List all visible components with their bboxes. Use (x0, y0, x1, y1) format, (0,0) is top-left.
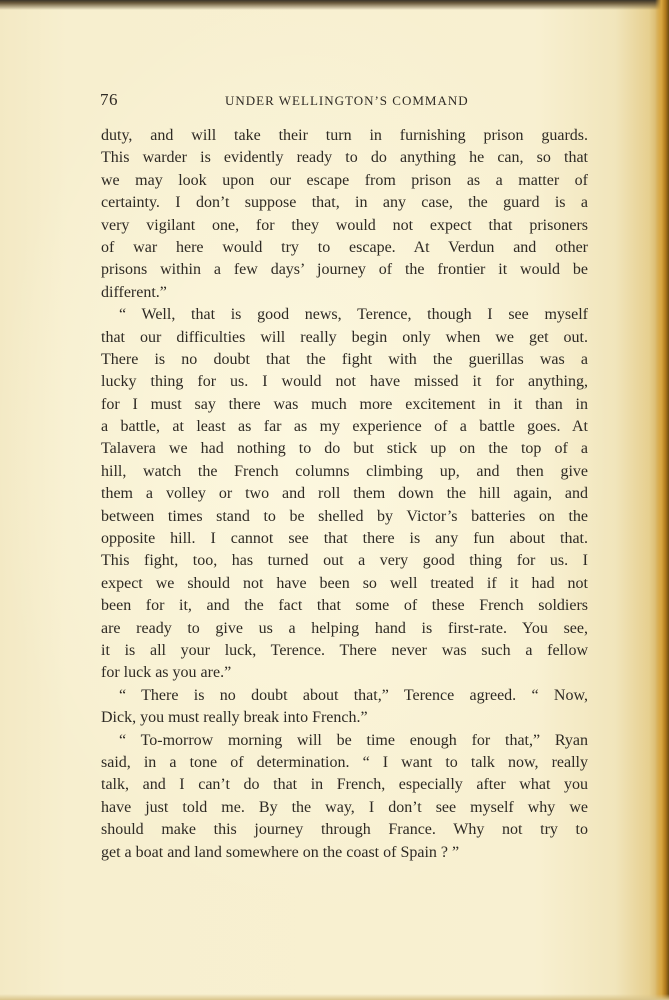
text-line: prisons within a few days’ journey of the frontier it would be (101, 261, 588, 279)
text-line: This warder is evidently ready to do anything he can, so that (101, 149, 588, 167)
text-line: talk, and I can’t do that in French, especially after what you (101, 776, 588, 794)
text-line: of war here would try to escape. At Verdun and other (101, 238, 588, 256)
page-bottom-edge (0, 994, 669, 1000)
text-line: it is all your luck, Terence. There never was such a fellow (101, 641, 588, 659)
text-line: opposite hill. I cannot see that there is any fun about that. (101, 530, 588, 548)
text-line: them a volley or two and roll them down the hill again, and (101, 485, 588, 503)
page-header (100, 90, 590, 114)
text-line: a battle, at least as far as my experience of a battle goes. At (101, 418, 588, 436)
text-line: Talavera we had nothing to do but stick up on the top of a (101, 440, 588, 458)
text-line: for I must say there was much more excitement in it than in (101, 395, 588, 413)
text-line: are ready to give us a helping hand is first-rate. You see, (101, 619, 588, 637)
text-line: have just told me. By the way, I don’t see myself why we (101, 798, 588, 816)
text-line: “ To-morrow morning will be time enough for that,” Ryan (119, 731, 588, 749)
text-line: Dick, you must really break into French.” (101, 709, 368, 727)
text-line: expect we should not have been so well treated if it had not (101, 574, 588, 592)
text-line: that our difficulties will really begin only when we get out. (101, 328, 588, 346)
text-line: “ There is no doubt about that,” Terence agreed. “ Now, (119, 686, 588, 704)
text-line: “ Well, that is good news, Terence, though I see myself (119, 306, 588, 324)
text-line: been for it, and the fact that some of these French soldiers (101, 597, 588, 615)
text-line: for luck as you are.” (101, 664, 232, 682)
page-top-shadow (0, 0, 669, 10)
text-line: duty, and will take their turn in furnishing prison guards. (101, 127, 588, 144)
text-line: lucky thing for us. I would not have missed it for anything, (101, 373, 588, 391)
text-line: between times stand to be shelled by Victor’s batteries on the (101, 507, 588, 525)
text-line: There is no doubt that the fight with the guerillas was a (101, 350, 588, 368)
text-line: we may look upon our escape from prison as a matter of (101, 171, 588, 189)
text-line: certainty. I don’t suppose that, in any case, the guard is a (101, 194, 588, 212)
running-head: UNDER WELLINGTON’S COMMAND (225, 93, 469, 108)
body-text (101, 125, 588, 864)
page-number: 76 (100, 90, 118, 109)
page-gilt-edge (655, 0, 669, 1000)
text-line: said, in a tone of determination. “ I want to talk now, really (101, 753, 588, 771)
text-line: very vigilant one, for they would not expect that prisoners (101, 216, 588, 234)
text-line: This fight, too, has turned out a very good thing for us. I (101, 552, 588, 570)
text-line: should make this journey through France. Why not try to (101, 821, 588, 839)
text-line: different.” (101, 283, 167, 301)
text-line: hill, watch the French columns climbing up, and then give (101, 462, 588, 480)
text-line: get a boat and land somewhere on the coast of Spain ? ” (101, 843, 460, 861)
